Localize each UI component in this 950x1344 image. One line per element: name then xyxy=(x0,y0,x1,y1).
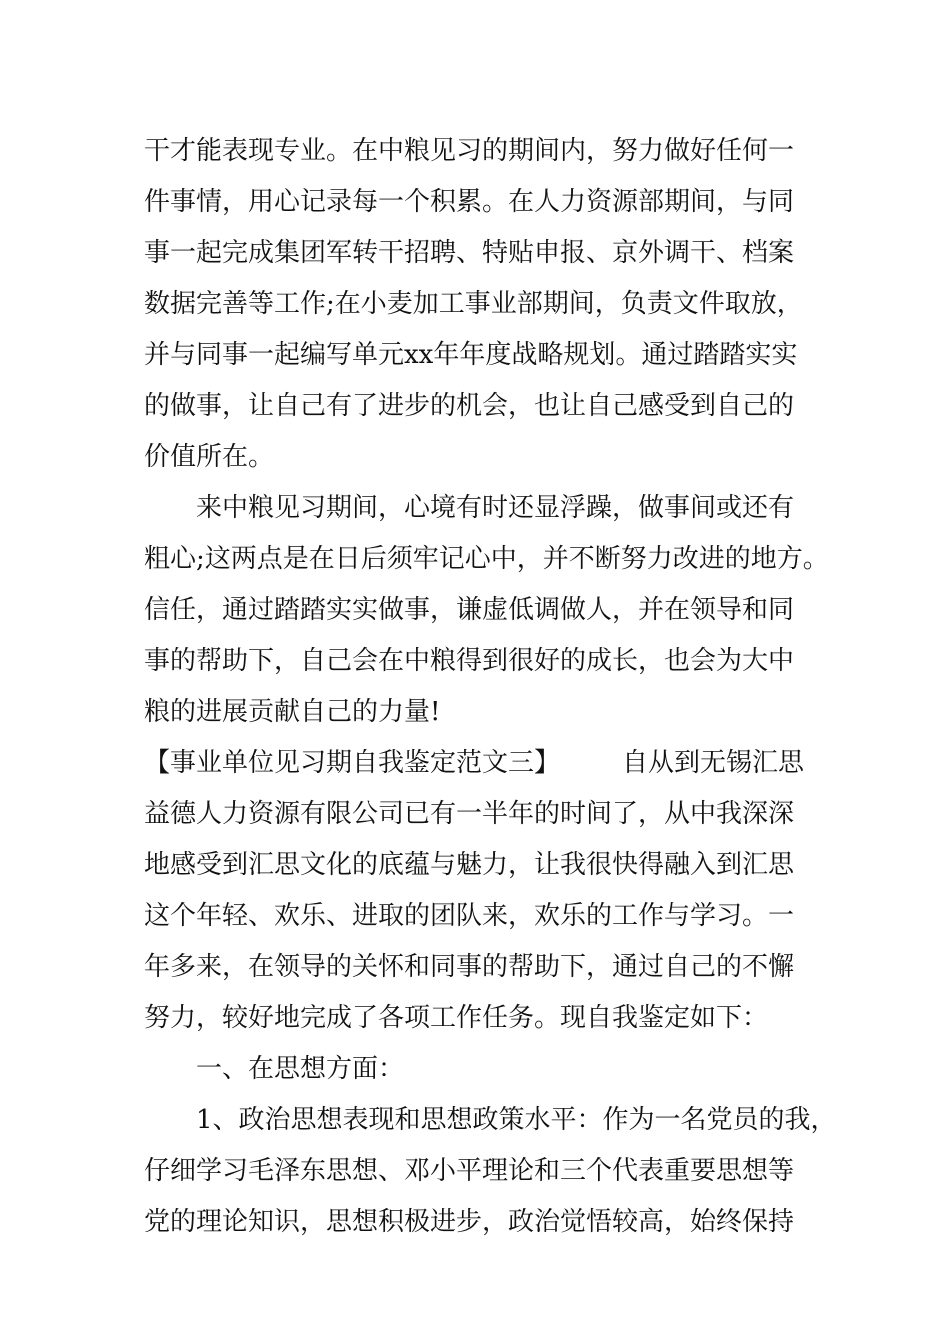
paragraph-5-line-3: 党的理论知识，思想积极进步，政治觉悟较高，始终保持 xyxy=(144,1207,795,1237)
paragraph-1-line-7: 价值所在。 xyxy=(144,442,275,472)
paragraph-3-line-3: 这个年轻、欢乐、进取的团队来，欢乐的工作与学习。一 xyxy=(144,901,795,931)
paragraph-2-line-4: 事的帮助下，自己会在中粮得到很好的成长，也会为大中 xyxy=(144,646,795,676)
paragraph-1-line-4: 数据完善等工作;在小麦加工事业部期间，负责文件取放， xyxy=(144,289,803,319)
paragraph-3-line-5: 努力，较好地完成了各项工作任务。现自我鉴定如下： xyxy=(144,1003,769,1033)
paragraph-5-line-1: 1、政治思想表现和思想政策水平：作为一名党员的我， xyxy=(196,1105,837,1135)
document-body xyxy=(144,126,844,1248)
paragraph-1-line-6: 的做事，让自己有了进步的机会，也让自己感受到自己的 xyxy=(144,391,795,421)
paragraph-2-line-5: 粮的进展贡献自己的力量! xyxy=(144,697,441,727)
paragraph-5-line-2: 仔细学习毛泽东思想、邓小平理论和三个代表重要思想等 xyxy=(144,1156,795,1186)
subheading-thought: 一、在思想方面： xyxy=(196,1054,405,1084)
paragraph-3-heading-line xyxy=(144,738,844,789)
paragraph-3-line-2: 地感受到汇思文化的底蕴与魅力，让我很快得融入到汇思 xyxy=(144,850,795,880)
paragraph-1-line-1: 干才能表现专业。在中粮见习的期间内，努力做好任何一 xyxy=(144,136,795,166)
paragraph-2-line-2: 粗心;这两点是在日后须牢记心中，并不断努力改进的地方。 xyxy=(144,544,829,574)
paragraph-2-line-3: 信任，通过踏踏实实做事，谦虚低调做人，并在领导和同 xyxy=(144,595,795,625)
section-heading: 【事业单位见习期自我鉴定范文三】 xyxy=(144,748,561,778)
paragraph-1-line-3: 事一起完成集团军转干招聘、特贴申报、京外调干、档案 xyxy=(144,238,795,268)
paragraph-2-line-1: 来中粮见习期间，心境有时还显浮躁，做事间或还有 xyxy=(196,493,795,523)
paragraph-3-line-4: 年多来，在领导的关怀和同事的帮助下，通过自己的不懈 xyxy=(144,952,795,982)
heading-tail-text: 自从到无锡汇思 xyxy=(622,748,805,778)
paragraph-3-line-1: 益德人力资源有限公司已有一半年的时间了，从中我深深 xyxy=(144,799,795,829)
paragraph-1-line-2: 件事情，用心记录每一个积累。在人力资源部期间，与同 xyxy=(144,187,795,217)
paragraph-1-line-5: 并与同事一起编写单元xx年年度战略规划。通过踏踏实实 xyxy=(144,340,798,370)
